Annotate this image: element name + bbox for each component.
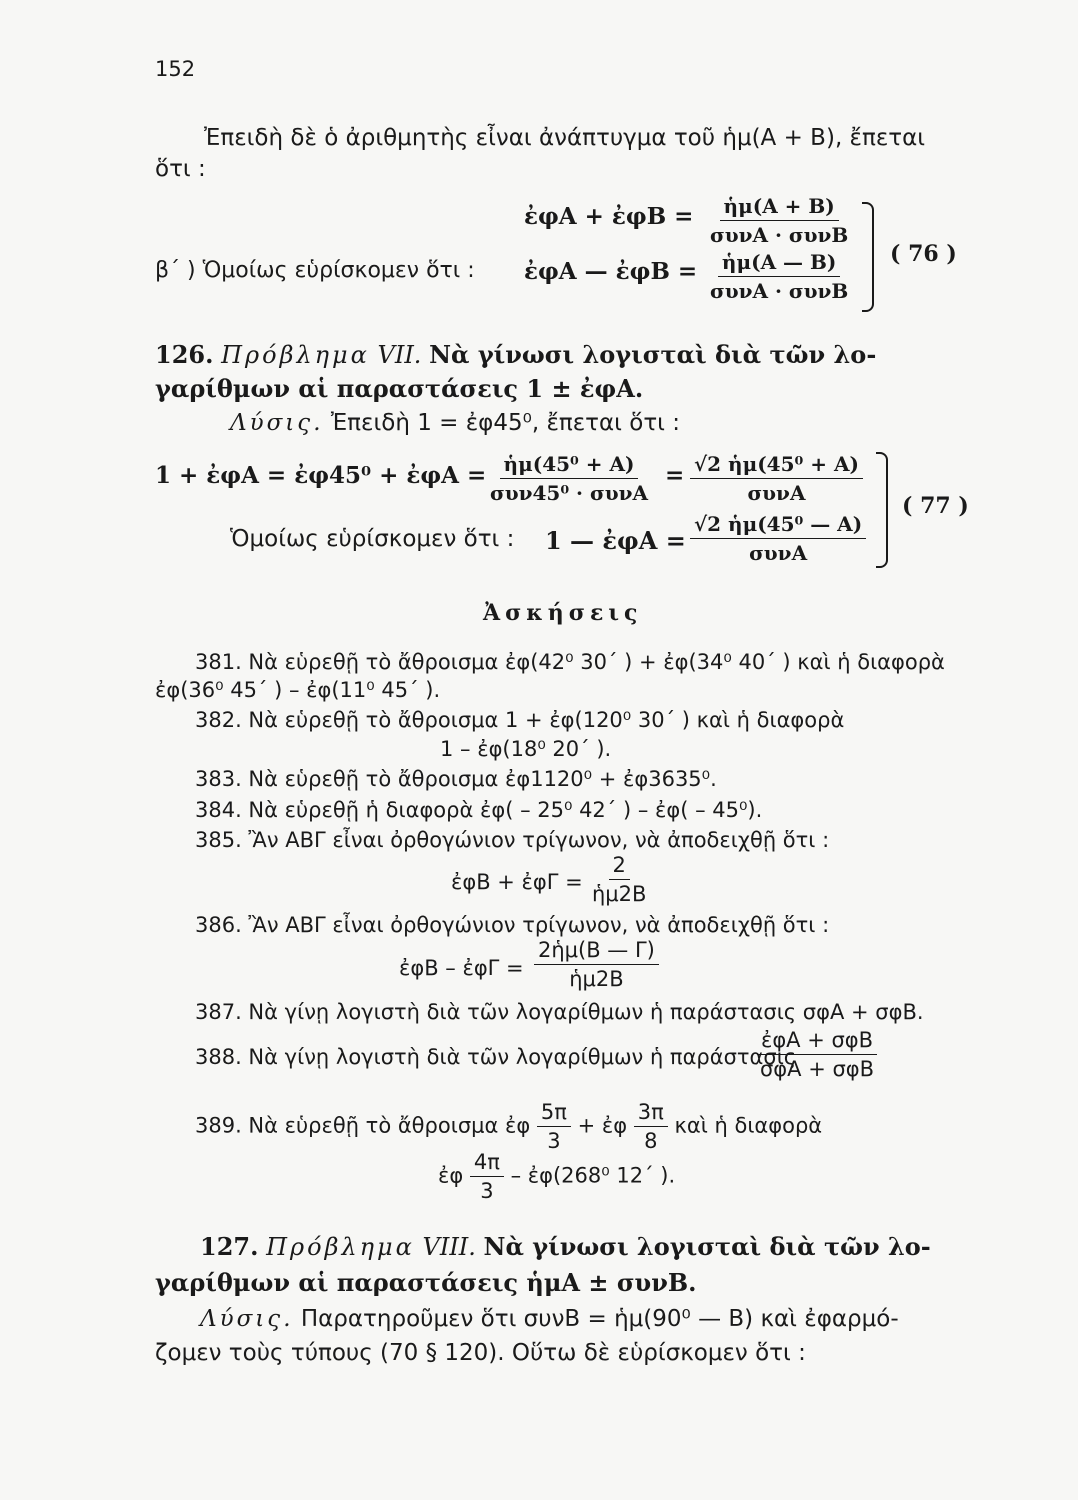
formula-76-den-1: συνΑ · συνΒ bbox=[710, 223, 849, 247]
problem-126-solution bbox=[230, 410, 680, 436]
formula-77-tag: ( 77 ) bbox=[902, 493, 969, 519]
problem-126-title: Νὰ γίνωσι λογισταὶ διὰ τῶν λο- bbox=[429, 340, 877, 369]
intro-line-2: ὅτι : bbox=[155, 156, 206, 182]
problem-127-heading bbox=[200, 1232, 931, 1261]
problem-126-roman: VII. bbox=[377, 341, 422, 369]
exercise-382-line-2: 1 – ἐφ(18⁰ 20΄ ). bbox=[440, 737, 612, 761]
problem-126-solution-text: Ἐπειδὴ 1 = ἐφ45⁰, ἔπεται ὅτι : bbox=[330, 410, 681, 436]
exercise-382-line-1: 382. Νὰ εὑρεθῇ τὸ ἄθροισμα 1 + ἐφ(120⁰ 30΄ ) καὶ ἡ διαφορὰ bbox=[195, 708, 845, 732]
problem-127-solution bbox=[200, 1306, 899, 1332]
exercise-389-fraction-2 bbox=[634, 1100, 668, 1153]
formula-77-num-2: √2 ἡμ(45⁰ — Α) bbox=[690, 512, 866, 539]
problem-127-solution-line-2: ζομεν τοὺς τύπους (70 § 120). Οὕτω δὲ εὑρίσκομεν ὅτι : bbox=[155, 1340, 806, 1366]
formula-77-den-1b: συνΑ bbox=[747, 481, 806, 505]
exercise-389-text: 389. Νὰ εὑρεθῇ τὸ ἄθροισμα ἐφ bbox=[195, 1113, 531, 1138]
exercise-387: 387. Νὰ γίνῃ λογιστὴ διὰ τῶν λογαρίθμων ἡ παράστασις σφΑ + σφΒ. bbox=[195, 1000, 924, 1024]
exercise-385-den: ἡμ2Β bbox=[592, 882, 647, 906]
formula-76-label: β΄ ) Ὁμοίως εὑρίσκομεν ὅτι : bbox=[155, 258, 475, 283]
exercise-385-num: 2 bbox=[609, 853, 630, 880]
formula-76-num-2: ἡμ(Α — Β) bbox=[718, 250, 840, 277]
formula-76-brace bbox=[862, 202, 874, 312]
problem-126-word: Πρόβλημα bbox=[221, 341, 370, 369]
exercise-389-end: καὶ ἡ διαφορὰ bbox=[674, 1113, 823, 1138]
exercise-381-line-2: ἐφ(36⁰ 45΄ ) – ἐφ(11⁰ 45΄ ). bbox=[155, 678, 441, 702]
formula-76-num-1: ἡμ(Α + Β) bbox=[720, 194, 839, 221]
formula-76-fraction-1 bbox=[706, 194, 852, 247]
problem-127-number: 127. bbox=[200, 1232, 259, 1261]
exercises-heading: Ἀσκήσεις bbox=[483, 600, 643, 626]
formula-77-lhs-1: 1 + ἐφΑ = ἐφ45⁰ + ἐφΑ = bbox=[155, 462, 487, 489]
exercise-389-den-1: 3 bbox=[547, 1129, 561, 1153]
exercise-389-num-2: 3π bbox=[634, 1100, 668, 1127]
formula-76-lhs-2: ἐφΑ — ἐφΒ = bbox=[524, 258, 698, 285]
exercise-385: 385. Ἂν ΑΒΓ εἶναι ὀρθογώνιον τρίγωνον, νὰ ἀποδειχθῇ ὅτι : bbox=[195, 828, 830, 852]
formula-77-fraction-1b bbox=[690, 452, 863, 505]
formula-77-fraction-2 bbox=[690, 512, 866, 565]
formula-77-label: Ὁμοίως εὑρίσκομεν ὅτι : bbox=[230, 526, 515, 552]
exercise-386: 386. Ἂν ΑΒΓ εἶναι ὀρθογώνιον τρίγωνον, νὰ ἀποδειχθῇ ὅτι : bbox=[195, 913, 830, 937]
exercise-383: 383. Νὰ εὑρεθῇ τὸ ἄθροισμα ἐφ1120⁰ + ἐφ3635⁰. bbox=[195, 767, 717, 791]
problem-126-title-line-2: γαρίθμων αἱ παραστάσεις 1 ± ἐφΑ. bbox=[155, 374, 644, 403]
exercise-385-fraction bbox=[588, 853, 650, 906]
exercise-389-fraction-1 bbox=[537, 1100, 571, 1153]
problem-127-title: Νὰ γίνωσι λογισταὶ διὰ τῶν λο- bbox=[483, 1232, 931, 1261]
exercise-388-num: ἐφΑ + σφΒ bbox=[757, 1028, 877, 1055]
exercise-386-fraction bbox=[534, 938, 659, 991]
formula-77-fraction-1a bbox=[486, 452, 652, 505]
exercise-389b-pre: ἐφ bbox=[438, 1163, 464, 1188]
formula-76-tag: ( 76 ) bbox=[890, 241, 957, 267]
problem-127-roman: VIII. bbox=[422, 1233, 476, 1261]
formula-77-den-2: συνΑ bbox=[749, 541, 808, 565]
formula-77-num-1a: ἡμ(45⁰ + Α) bbox=[500, 452, 639, 479]
exercise-389-den-2: 8 bbox=[644, 1129, 658, 1153]
formula-77-lhs-2: 1 — ἐφΑ = bbox=[545, 526, 686, 555]
exercise-385-lhs: ἐφΒ + ἐφΓ = bbox=[451, 870, 583, 894]
exercise-388: 388. Νὰ γίνῃ λογιστὴ διὰ τῶν λογαρίθμων ἡ παράστασις bbox=[195, 1045, 797, 1069]
formula-77-equals: = bbox=[665, 462, 685, 489]
exercise-389b-end: – ἐφ(268⁰ 12΄ ). bbox=[510, 1163, 676, 1188]
exercise-389-mid: + ἐφ bbox=[577, 1113, 628, 1138]
problem-126-heading bbox=[155, 340, 876, 369]
formula-76-fraction-2 bbox=[706, 250, 852, 303]
exercise-381-line-1: 381. Νὰ εὑρεθῇ τὸ ἄθροισμα ἐφ(42⁰ 30΄ ) + ἐφ(34⁰ 40΄ ) καὶ ἡ διαφορὰ bbox=[195, 650, 945, 674]
problem-127-solution-label: Λύσις. bbox=[200, 1306, 294, 1332]
exercise-389b-den: 3 bbox=[480, 1179, 494, 1203]
problem-126-number: 126. bbox=[155, 340, 214, 369]
problem-127-solution-text: Παρατηροῦμεν ὅτι συνΒ = ἡμ(90⁰ — Β) καὶ ἐφαρμό- bbox=[300, 1306, 899, 1332]
exercise-389b-fraction bbox=[470, 1150, 504, 1203]
page-number: 152 bbox=[155, 57, 196, 81]
formula-77-brace bbox=[876, 452, 888, 568]
exercise-389-line-1 bbox=[195, 1100, 822, 1153]
exercise-386-num: 2ἡμ(Β — Γ) bbox=[534, 938, 659, 965]
exercise-388-den: σφΑ + σφΒ bbox=[760, 1057, 875, 1081]
intro-line-1: Ἐπειδὴ δὲ ὁ ἀριθμητὴς εἶναι ἀνάπτυγμα τοῦ ἡμ(Α + Β), ἔπεται bbox=[204, 125, 926, 151]
exercise-389-num-1: 5π bbox=[537, 1100, 571, 1127]
exercise-384: 384. Νὰ εὑρεθῇ ἡ διαφορὰ ἐφ( – 25⁰ 42΄ ) – ἐφ( – 45⁰). bbox=[195, 798, 763, 822]
exercise-389-line-2 bbox=[438, 1150, 675, 1203]
formula-76-lhs-1: ἐφΑ + ἐφΒ = bbox=[524, 203, 694, 230]
problem-127-word: Πρόβλημα bbox=[266, 1233, 415, 1261]
formula-77-num-1b: √2 ἡμ(45⁰ + Α) bbox=[690, 452, 863, 479]
formula-76-den-2: συνΑ · συνΒ bbox=[710, 279, 849, 303]
exercise-388-fraction bbox=[756, 1028, 878, 1081]
formula-77-den-1a: συν45⁰ · συνΑ bbox=[490, 481, 648, 505]
problem-127-title-line-2: γαρίθμων αἱ παραστάσεις ἡμΑ ± συνΒ. bbox=[155, 1268, 697, 1297]
problem-126-solution-label: Λύσις. bbox=[230, 410, 324, 436]
exercise-386-lhs: ἐφΒ – ἐφΓ = bbox=[399, 956, 524, 980]
exercise-389b-num: 4π bbox=[470, 1150, 504, 1177]
exercise-386-den: ἡμ2Β bbox=[569, 967, 624, 991]
